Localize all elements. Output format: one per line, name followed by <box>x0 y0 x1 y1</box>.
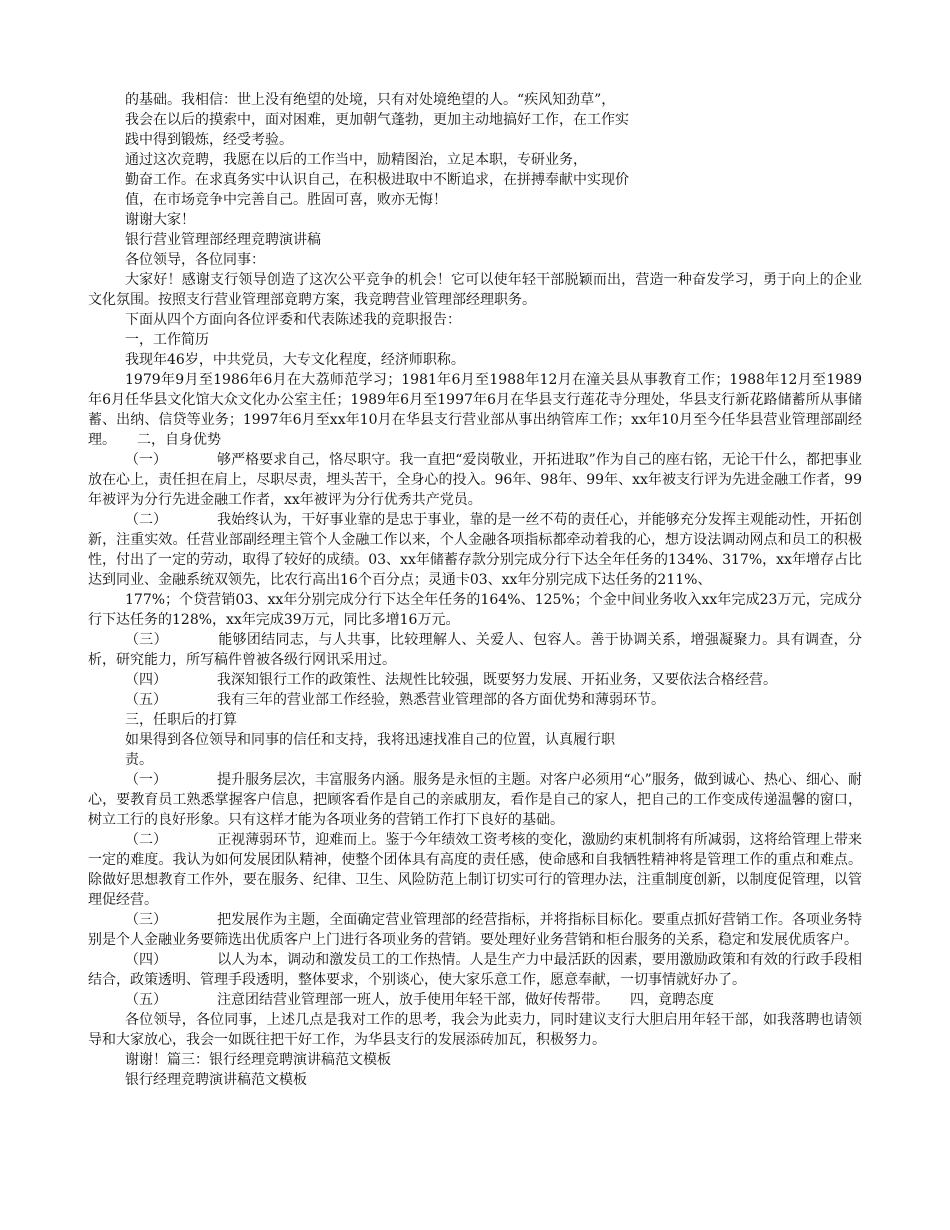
text-line: 我会在以后的摸索中，面对困难，更加朝气蓬勃，更加主动地搞好工作，在工作实 <box>125 112 629 128</box>
list-text: 我有三年的营业部工作经验，熟悉营业管理部的各方面优势和薄弱环节。 <box>217 692 665 708</box>
text-line: 下面从四个方面向各位评委和代表陈述我的竞职报告： <box>125 312 461 328</box>
list-paragraph <box>88 770 862 830</box>
list-paragraph <box>88 910 862 950</box>
text-line: 值，在市场竞争中完善自己。胜固可喜，败亦无悔！ <box>125 192 447 208</box>
list-paragraph <box>88 990 862 1010</box>
text-line: 如果得到各位领导和同事的信任和支持，我将迅速找准自己的位置，认真履行职 <box>125 732 615 748</box>
text-line: 谢谢！篇三：银行经理竞聘演讲稿范文模板 <box>125 1052 391 1068</box>
list-text: 能够团结同志，与人共事，比较理解人、关爱人、包容人。善于协调关系，增强凝聚力。具有调查，分析，研究能力，所写稿件曾被各级行网讯采用过。 <box>88 632 862 668</box>
list-text: 够严格要求自己，恪尽职守。我一直把“爱岗敬业，开拓进取”作为自己的座右铭，无论干什么，都把事业放在心上，责任担在肩上，尽职尽责，埋头苦干，全身心的投入。96年、98年、99年、xx年被支行评为先进金融工作者，99年被评为分行先进金融工作者，xx年被评为分行优秀共产党员。 <box>88 452 863 508</box>
text-line: 通过这次竞聘，我愿在以后的工作当中，励精图治，立足本职，专研业务， <box>125 152 587 168</box>
list-paragraph <box>88 830 862 910</box>
list-label: （三） <box>125 632 168 648</box>
list-text: 提升服务层次，丰富服务内涵。服务是永恒的主题。对客户必须用“心”服务，做到诚心、热心、细心、耐心，要教育员工熟悉掌握客户信息，把顾客看作是自己的亲戚朋友，看作是自己的家人，把自己的工作变成传递温馨的窗口，树立工行的良好形象。只有这样才能为各项业务的营销工作打下良好的基础。 <box>88 772 863 828</box>
section-heading: 三，任职后的打算 <box>125 712 237 728</box>
list-label: （一） <box>125 772 168 788</box>
list-label: （四） <box>125 672 167 688</box>
list-text: 注意团结营业管理部一班人，放手使用年轻干部，做好传帮带。 四，竟聘态度 <box>217 992 714 1008</box>
list-text: 我深知银行工作的政策性、法规性比较强，既要努力发展、开拓业务，又要依法合格经营。 <box>217 672 777 688</box>
paragraph: 各位领导，各位同事，上述几点是我对工作的思考，我会为此卖力，同时建议支行大胆启用年轻干部，如我落聘也请领导和大家放心，我会一如既往把干好工作，为华县支行的发展添砖加瓦，积极努力。 <box>88 1012 862 1048</box>
text-line: 的基础。我相信：世上没有绝望的处境，只有对处境绝望的人。“疾风知劲草”， <box>125 92 616 108</box>
list-text: 把发展作为主题，全面确定营业管理部的经营指标，并将指标目标化。要重点抓好营销工作。各项业务特别是个人金融业务要筛选出优质客户上门进行各项业务的营销。要处理好业务营销和柜台服务的关系，稳定和发展优质客户。 <box>88 912 862 948</box>
list-paragraph <box>88 690 862 710</box>
salutation: 各位领导，各位同事： <box>125 252 265 268</box>
document-title: 银行营业管理部经理竞聘演讲稿 <box>125 232 321 248</box>
paragraph: 1979年9月至1986年6月在大荔师范学习；1981年6月至1988年12月在潼关县从事教育工作；1988年12月至1989年6月任华县文化馆大众文化办公室主任；1989年6月至1997年6月在华县支行莲花寺分理处，华县支行新花路储蓄所从事储蓄、出纳、信贷等业务；1997年6月至xx年10月在华县支行营业部从事出纳管库工作；xx年10月至今任华县营业管理部副经理。 二，自身优势 <box>88 372 862 448</box>
paragraph: 大家好！感谢支行领导创造了这次公平竞争的机会！它可以使年轻干部脱颖而出，营造一种奋发学习，勇于向上的企业文化氛围。按照支行营业管理部竟聘方案，我竞聘营业管理部经理职务。 <box>88 272 862 308</box>
text-line: 银行经理竞聘演讲稿范文模板 <box>125 1072 307 1088</box>
list-label: （五） <box>125 992 167 1008</box>
list-paragraph <box>88 450 862 510</box>
list-paragraph <box>88 630 862 670</box>
list-text: 我始终认为，干好事业靠的是忠于事业，靠的是一丝不苟的责任心，并能够充分发挥主观能动性，开拓创新，注重实效。任营业部副经理主管个人金融工作以来，个人金融各项指标都牵动着我的心，想方设法调动网点和员工的积极性，付出了一定的劳动，取得了较好的成绩。03、xx年储蓄存款分别完成分行下达全年任务的134%、317%，xx年增存占比达到同业、金融系统双领先，比农行高出16个百分点；灵通卡03、xx年分别完成下达任务的211%、 <box>88 512 862 588</box>
list-label: （二） <box>125 832 168 848</box>
text-line: 我现年46岁，中共党员，大专文化程度，经济师职称。 <box>125 352 465 368</box>
document-page <box>88 90 862 1090</box>
list-paragraph <box>88 670 862 690</box>
list-label: （二） <box>125 512 168 528</box>
text-line: 责。 <box>125 752 153 768</box>
list-label: （一） <box>125 452 168 468</box>
list-paragraph <box>88 510 862 590</box>
text-line: 谢谢大家！ <box>125 212 195 228</box>
list-text: 正视薄弱环节，迎难而上。鉴于今年绩效工资考核的变化，激励约束机制将有所减弱，这将给管理上带来一定的难度。我认为如何发展团队精神，使整个团体具有高度的责任感，使命感和自我牺牲精神将是管理工作的重点和难点。除做好思想教育工作外，要在服务、纪律、卫生、风险防范上制订切实可行的管理办法，注重制度创新，以制度促管理，以管理促经营。 <box>88 832 862 908</box>
list-label: （五） <box>125 692 167 708</box>
list-label: （三） <box>125 912 168 928</box>
list-label: （四） <box>125 952 168 968</box>
list-paragraph <box>88 950 862 990</box>
text-line: 践中得到锻炼，经受考验。 <box>125 132 293 148</box>
paragraph: 177%；个贷营销03、xx年分别完成分行下达全年任务的164%、125%；个金中间业务收入xx年完成23万元，完成分行下达任务的128%，xx年完成39万元，同比多增16万元。 <box>88 592 862 628</box>
section-heading: 一，工作简历 <box>125 332 209 348</box>
text-line: 勤奋工作。在求真务实中认识自己，在积极进取中不断追求，在拼搏奉献中实现价 <box>125 172 629 188</box>
list-text: 以人为本，调动和激发员工的工作热情。人是生产力中最活跃的因素，要用激励政策和有效的行政手段相结合，政策透明、管理手段透明，整体要求，个别谈心，使大家乐意工作，愿意奉献，一切事情就好办了。 <box>88 952 862 988</box>
